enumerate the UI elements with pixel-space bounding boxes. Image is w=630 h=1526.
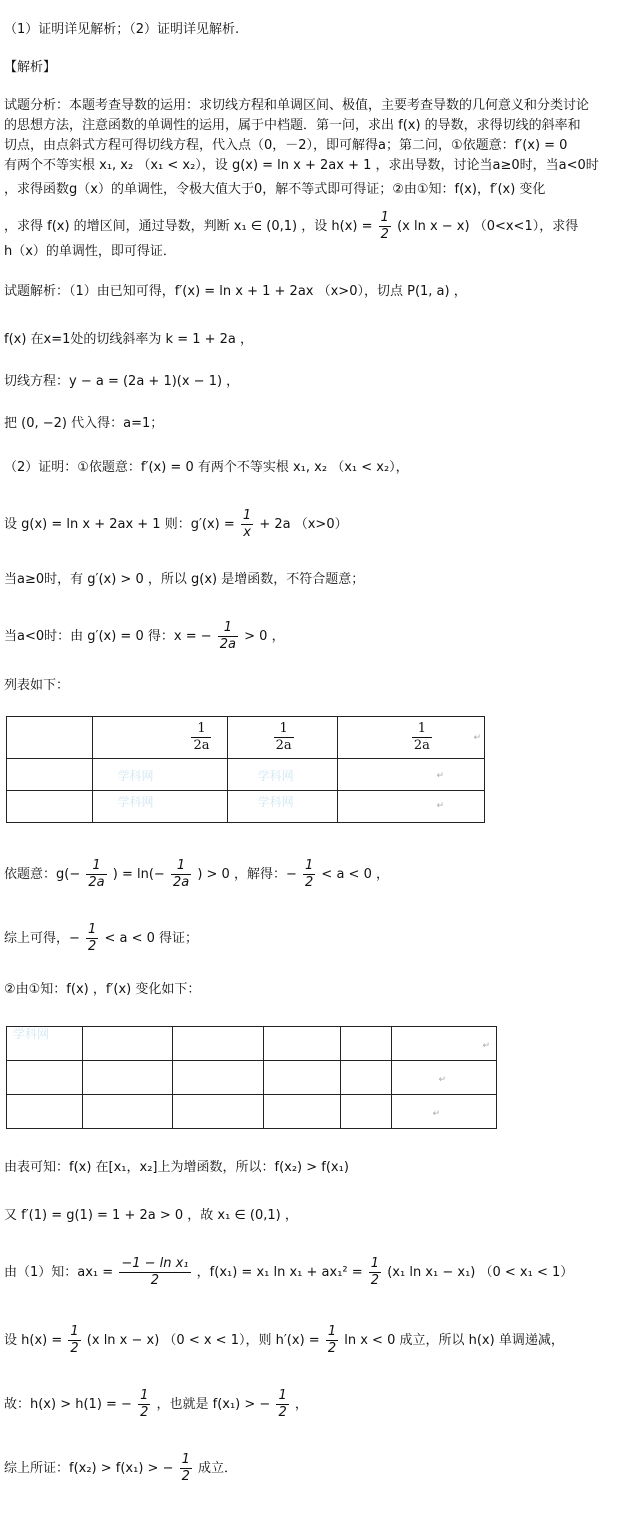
table-cell [340,1061,392,1095]
table-cell [7,1061,83,1095]
analysis-line-2: 的思想方法，注意函数的单调性的运用，属于中档题．第一问，求出 f(x) 的导数，求得切线的斜率和 [4,118,581,133]
watermark: 学科网 [117,769,154,783]
table-cell [227,791,337,823]
table-cell [82,1095,173,1129]
return-mark-icon: ↵ [436,801,444,811]
solution-line-15: 由（1）知：ax₁ = $\frac{\text{−1 − ln x₁}}{2}$ ，f(x₁) = x₁ ln x₁ + ax₁² = $\frac{1}{2}$ (x₁ ln x₁ − x₁) （0 < x₁ < 1） [4,1256,574,1288]
solution-line-7: 当a≥0时，有 g′(x) > 0 ，所以 g(x) 是增函数，不符合题意； [4,572,365,587]
table-cell [173,1061,264,1095]
watermark: 学科网 [117,795,154,809]
table-cell [82,1027,173,1061]
solution-line-13: 由表可知：f(x) 在[x₁，x₂]上为增函数，所以：f(x₂) > f(x₁) [4,1160,349,1175]
table-cell [7,717,93,759]
table-header-frac: $\frac{1}{2a}$ [275,721,292,753]
fraction-one-half: $\frac{1}{2}$ [327,1324,337,1356]
solution-line-8: 当a<0时：由 g′(x) = 0 得：x = − $\frac{1}{2a}$ > 0 ， [4,620,285,652]
table-cell [93,791,227,823]
solution-line-9: 列表如下： [4,678,70,693]
analysis-line-1: 试题分析：本题考查导数的运用：求切线方程和单调区间、极值，主要考查导数的几何意义和分类讨论 [4,98,590,113]
table-cell [7,1027,83,1061]
table-cell [337,717,484,759]
fraction-one-half: $\frac{1}{2}$ [370,1256,380,1288]
table-cell [392,1027,497,1061]
fraction-one-over-2a: $\frac{1}{2a}$ [172,858,190,890]
analysis-line-7: h（x）的单调性，即可得证． [4,244,176,259]
fraction-one-over-2a: $\frac{1}{2a}$ [219,620,236,652]
solution-line-18: 综上所证：f(x₂) > f(x₁) > − $\frac{1}{2}$ 成立． [4,1452,238,1484]
solution-line-6: 设 g(x) = ln x + 2ax + 1 则：g′(x) = $\frac{1}{x}$ + 2a （x>0） [4,508,348,540]
watermark: 学科网 [13,1027,50,1041]
fraction-one-half: $\frac{1}{2}$ [380,210,389,242]
return-mark-icon: ↵ [432,1109,440,1119]
table-cell [82,1061,173,1095]
solution-line-12: ②由①知：f(x) ，f′(x) 变化如下： [4,982,201,997]
table-cell [340,1027,392,1061]
table-cell [173,1027,264,1061]
return-mark-icon: ↵ [482,1041,490,1051]
fraction-neg-one-minus-lnx1-over-2: $\frac{\text{−1 − ln x₁}}{2}$ [121,1256,189,1288]
table-cell [173,1095,264,1129]
fraction-one-half: $\frac{1}{2}$ [181,1452,190,1484]
return-mark-icon: ↵ [438,1075,446,1085]
fraction-one-half: $\frac{1}{2}$ [305,858,314,890]
solution-line-17: 故：h(x) > h(1) = − $\frac{1}{2}$ ，也就是 f(x₁) > − $\frac{1}{2}$ ， [4,1388,308,1420]
solution-line-4: 把 (0, −2) 代入得：a=1； [4,416,164,431]
table-cell [337,759,484,791]
solution-line-3: 切线方程：y − a = (2a + 1)(x − 1) ， [4,374,240,389]
fraction-one-half: $\frac{1}{2}$ [140,1388,149,1420]
table-cell [340,1095,392,1129]
table-cell [392,1095,497,1129]
analysis-line-3: 切点，由点斜式方程可得切线方程，代入点（0，－2），即可解得a；第二问，①依题意：f′(x) = 0 [4,138,568,153]
fraction-one-half: $\frac{1}{2}$ [70,1324,79,1356]
return-mark-icon: ↵ [473,733,481,743]
table-cell [392,1061,497,1095]
table-cell [93,717,227,759]
table-cell [263,1095,340,1129]
analysis-line-4: 有两个不等实根 x₁, x₂ （x₁ < x₂），设 g(x) = ln x + 2ax + 1 ，求出导数，讨论当a≥0时，当a<0时 [4,158,599,173]
analysis-line-6-a: ，求得 f(x) 的增区间，通过导数，判断 x₁ ∈ (0,1) ，设 h(x) = [4,219,373,234]
watermark: 学科网 [257,795,294,809]
solution-line-10: 依题意：g(− $\frac{1}{2a}$ ) = ln(− $\frac{1}{2a}$ ) > 0 ，解得：− $\frac{1}{2}$ < a < 0 ， [4,858,389,890]
analysis-line-6-b: (x ln x − x) （0<x<1），求得 [397,219,579,234]
table-cell [93,759,227,791]
solution-line-2: f(x) 在x=1处的切线斜率为 k = 1 + 2a ， [4,332,254,347]
table-cell [337,791,484,823]
table-cell [227,759,337,791]
table-cell [227,717,337,759]
table-header-frac: $\frac{1}{2a}$ [193,721,210,753]
fraction-one-half: $\frac{1}{2}$ [278,1388,287,1420]
solution-line-14: 又 f′(1) = g(1) = 1 + 2a > 0 ，故 x₁ ∈ (0,1) ， [4,1208,298,1223]
table-monotonicity-2 [6,1026,497,1129]
fraction-one-half: $\frac{1}{2}$ [88,922,97,954]
solution-line-11: 综上可得，− $\frac{1}{2}$ < a < 0 得证； [4,922,199,954]
analysis-line-6 [4,210,624,243]
solution-line-1: 试题解析：（1）由已知可得，f′(x) = ln x + 1 + 2ax （x>0），切点 P(1, a) ， [4,284,467,299]
answer-line: （1）证明详见解析；（2）证明详见解析. [4,22,240,37]
table-monotonicity-1 [6,716,485,823]
fraction-one-over-x: $\frac{1}{x}$ [242,508,252,540]
solution-line-5: （2）证明：①依题意：f′(x) = 0 有两个不等实根 x₁, x₂ （x₁ < x₂）， [4,460,409,475]
section-heading: 【解析】 [4,60,57,75]
return-mark-icon: ↵ [436,771,444,781]
table-header-frac: $\frac{1}{2a}$ [413,721,430,753]
solution-line-16: 设 h(x) = $\frac{1}{2}$ (x ln x − x) （0 < x < 1），则 h′(x) = $\frac{1}{2}$ ln x < 0 成立，所以 h(x) 单调递减， [4,1324,564,1356]
table-cell [263,1027,340,1061]
table-cell [7,759,93,791]
watermark: 学科网 [257,769,294,783]
fraction-one-over-2a: $\frac{1}{2a}$ [88,858,105,890]
analysis-line-5: ，求得函数g（x）的单调性，令极大值大于0，解不等式即可得证；②由①知：f(x)，f′(x) 变化 [4,182,546,197]
table-cell [7,791,93,823]
table-cell [263,1061,340,1095]
table-cell [7,1095,83,1129]
